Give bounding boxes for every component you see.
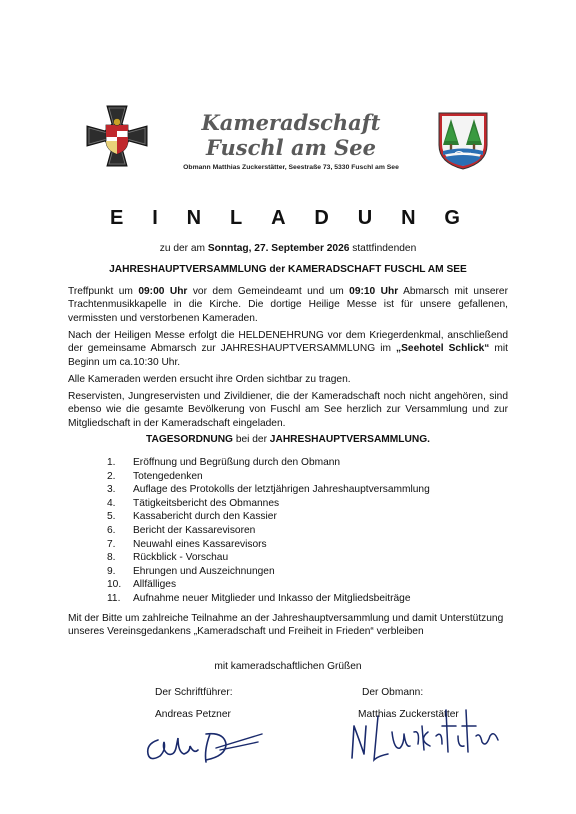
secretary-name: Andreas Petzner — [155, 709, 231, 720]
heading-letter: L — [229, 207, 243, 229]
chairman-name: Matthias Zuckerstätter — [358, 709, 459, 720]
event-date: Sonntag, 27. September 2026 — [207, 243, 350, 254]
agenda-item-text: Allfälliges — [133, 579, 177, 591]
agenda-item — [107, 497, 487, 511]
paragraph-text: Nach der Heiligen Messe erfolgt die HELDENEHRUNG vor dem Kriegerdenkmal, anschließend der gemeinsame Abmarsch zur JAHRESHAUPTVERSAMMLUNG im — [68, 330, 508, 355]
heading-letter: D — [314, 207, 329, 229]
paragraph-text: Treffpunkt um — [68, 286, 139, 297]
agenda-item — [107, 592, 487, 606]
austrian-black-cross-emblem-icon — [85, 104, 149, 168]
agenda-heading-bold: JAHRESHAUPTVERSAMMLUNG. — [269, 434, 430, 445]
agenda-heading-bold: TAGESORDNUNG — [146, 434, 233, 445]
agenda-item — [107, 524, 487, 538]
venue-name: „Seehotel Schlick“ — [396, 343, 490, 355]
intro-text-after: stattfindenden — [349, 243, 417, 254]
agenda-item-number: 2. — [107, 470, 116, 482]
heading-letter: E — [110, 207, 124, 229]
agenda-item-number: 6. — [107, 524, 116, 536]
secretary-signature-icon — [140, 720, 270, 772]
agenda-item-number: 4. — [107, 497, 116, 509]
organization-address: Obmann Matthias Zuckerstätter, Seestraße 73, 5330 Fuschl am See — [183, 164, 399, 171]
heading-letter: N — [401, 207, 416, 229]
march-time: 09:10 Uhr — [349, 286, 399, 297]
event-title: JAHRESHAUPTVERSAMMLUNG der KAMERADSCHAFT FUSCHL AM SEE — [109, 264, 467, 275]
greeting: mit kameradschaftlichen Grüßen — [214, 661, 362, 672]
agenda-item — [107, 551, 487, 565]
agenda-list — [107, 456, 487, 606]
heading-letter: A — [271, 207, 286, 229]
agenda-item-text: Bericht der Kassarevisoren — [133, 524, 256, 536]
agenda-item-number: 11. — [107, 592, 121, 604]
fuschl-coat-of-arms-icon — [437, 111, 489, 171]
agenda-heading-text: bei der — [232, 434, 270, 445]
meeting-time: 09:00 Uhr — [138, 286, 188, 297]
organization-title — [160, 110, 422, 160]
paragraph-text: mit Beginn um ca.10:30 Uhr. — [68, 343, 509, 368]
agenda-item — [107, 578, 487, 592]
agenda-item-text: Eröffnung und Begrüßung durch den Obmann — [133, 457, 341, 468]
agenda-item-text: Auflage des Protokolls der letztjährigen Jahreshauptversammlung — [133, 484, 430, 496]
intro-line — [0, 243, 576, 254]
agenda-item — [107, 538, 487, 552]
organization-title-line-1: Kameradschaft — [201, 110, 381, 135]
agenda-item-text: Tätigkeitsbericht des Obmannes — [133, 497, 280, 509]
agenda-item — [107, 510, 487, 524]
closing-paragraph: Mit der Bitte um zahlreiche Teilnahme an der Jahreshauptversammlung und damit Unterstützung unseres Vereinsgedankens „Kameradschaft und Freiheit in Frieden“ verbleiben — [68, 613, 504, 638]
agenda-item-text: Kassabericht durch den Kassier — [133, 511, 277, 523]
agenda-item-text: Aufnahme neuer Mitglieder und Inkasso der Mitgliedsbeiträge — [133, 592, 411, 604]
paragraph-text: vor dem Gemeindeamt und um — [187, 286, 350, 297]
medals-paragraph: Alle Kameraden werden ersucht ihre Orden sichtbar zu tragen. — [68, 374, 351, 385]
agenda-item-number: 1. — [107, 457, 116, 468]
chairman-role: Der Obmann: — [362, 687, 424, 698]
agenda-item-text: Ehrungen und Auszeichnungen — [133, 565, 275, 577]
heading-letter: U — [357, 207, 373, 229]
chairman-signature-icon — [344, 696, 504, 766]
paragraph-text: Abmarsch mit unserer Trachtenmusikkapelle in die Kirche. Die dortige Heilige Messe ist für unsere gefallenen, vermissten und verstorbenen Kameraden. — [68, 286, 508, 324]
meeting-point-paragraph — [68, 285, 508, 325]
agenda-item-number: 3. — [107, 484, 116, 496]
agenda-item — [107, 456, 487, 470]
invitation-paragraph: Reservisten, Jungreservisten und Zivildiener, die der Kameradschaft noch nicht angehören, sind ebenso wie die gesamte Bevölkerung von Fuschl am See herzlich zur Versammlung und zur Mitgliedschaft in der Kameradschaft eingeladen. — [68, 391, 508, 429]
agenda-item-number: 10. — [107, 579, 122, 591]
agenda-item — [107, 565, 487, 579]
agenda-item-text: Rückblick - Vorschau — [133, 552, 229, 564]
heading-letter: G — [444, 207, 460, 229]
agenda-item-number: 7. — [107, 538, 116, 550]
heading-letter: I — [152, 207, 158, 229]
heading-letter: N — [186, 207, 202, 229]
intro-text-before: zu der am — [159, 243, 208, 254]
agenda-item-text: Neuwahl eines Kassarevisors — [133, 538, 267, 550]
organization-title-line-2: Fuschl am See — [206, 135, 376, 160]
agenda-item-text: Totengedenken — [133, 470, 203, 482]
program-paragraph — [68, 329, 508, 369]
agenda-item-number: 5. — [107, 511, 116, 523]
invitation-heading — [110, 207, 460, 230]
secretary-role: Der Schriftführer: — [155, 687, 233, 698]
agenda-heading — [0, 434, 576, 445]
agenda-item-number: 9. — [107, 565, 116, 577]
agenda-item — [107, 483, 487, 497]
agenda-item-number: 8. — [107, 552, 116, 564]
agenda-item — [107, 470, 487, 484]
